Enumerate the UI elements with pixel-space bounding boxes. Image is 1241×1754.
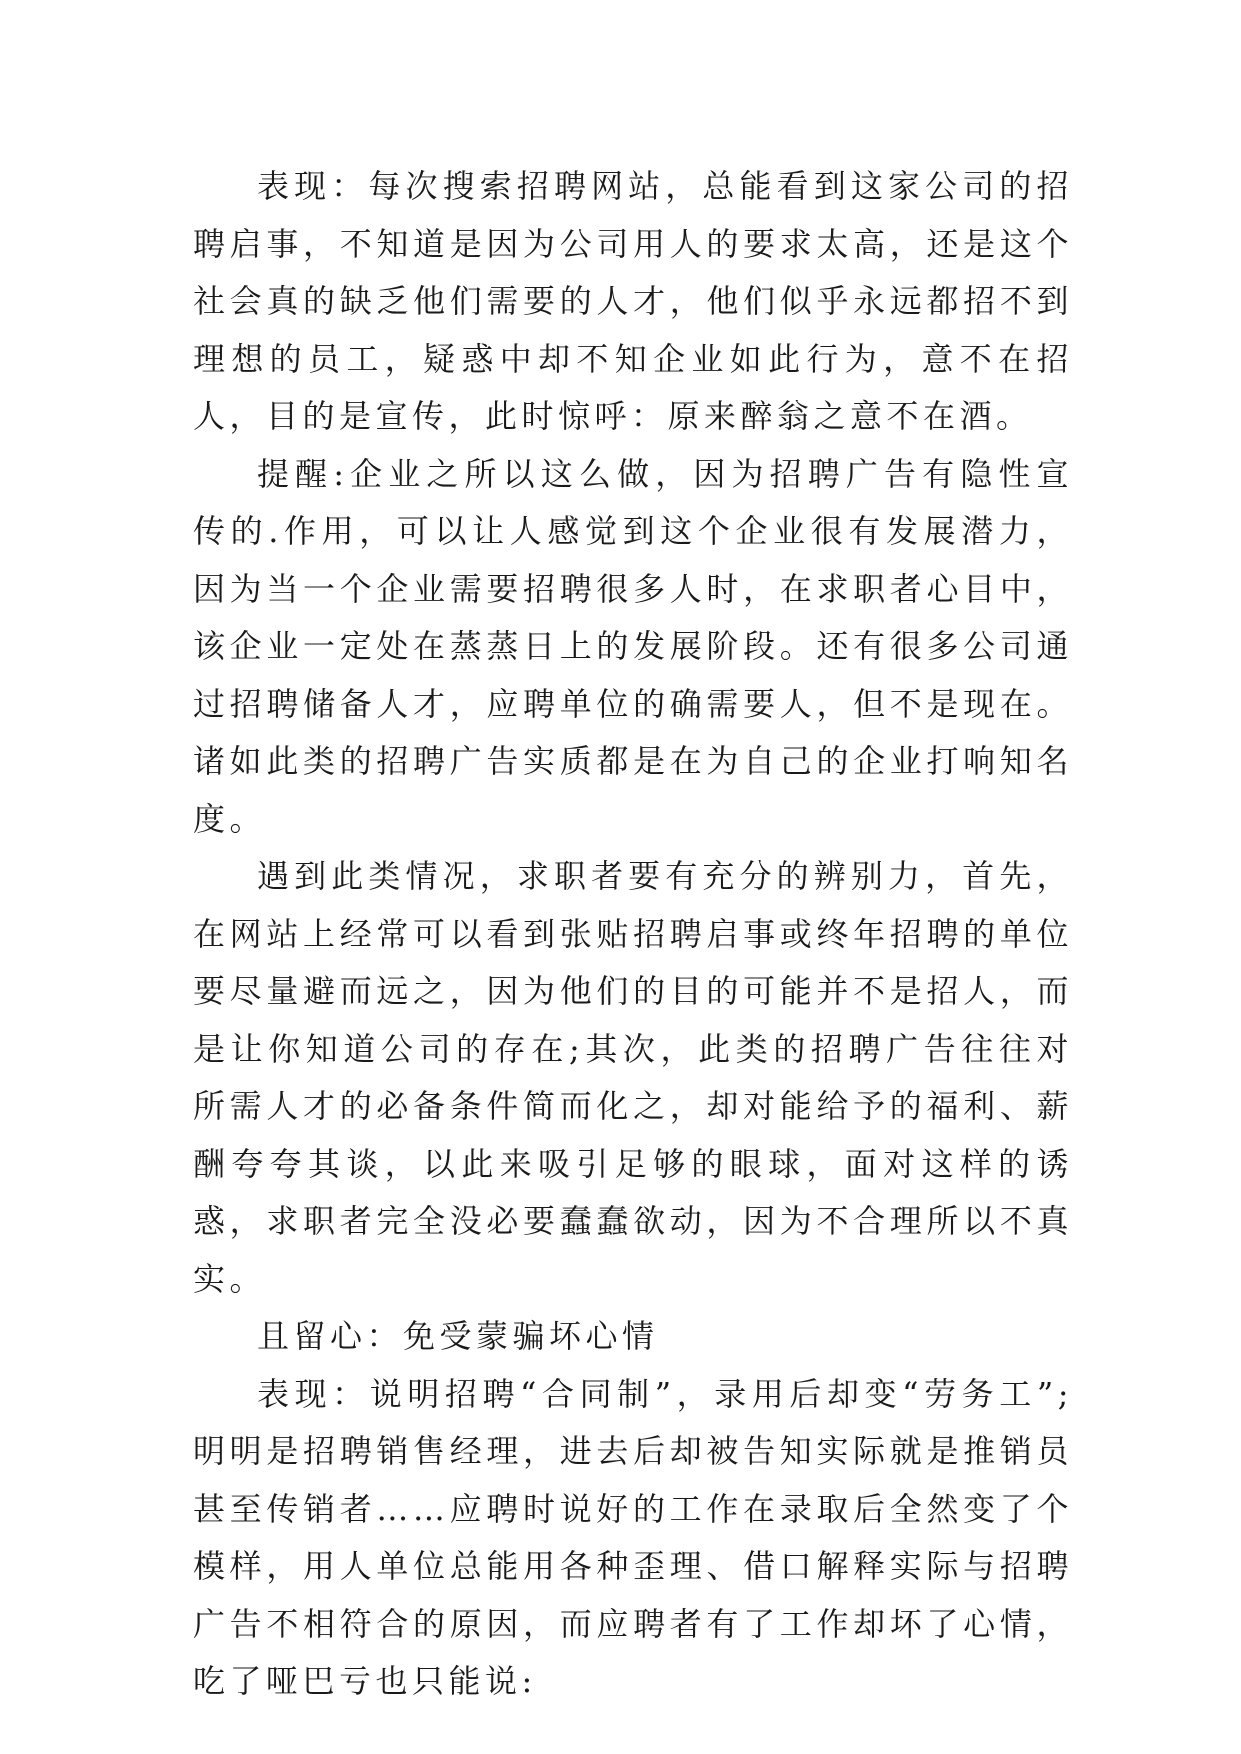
section-heading: 且留心：免受蒙骗坏心情 [257, 1317, 659, 1355]
paragraph-4: 表现：说明招聘“合同制”，录用后却变“劳务工”;明明是招聘销售经理，进去后却被告知实际就是推销员甚至传销者……应聘时说好的工作在录取后全然变了个模样，用人单位总能用各种歪理、借口解释实际与招聘广告不相符合的原因，而应聘者有了工作却坏了心情，吃了哑巴亏也只能说: [193, 1374, 1073, 1700]
document-page [193, 158, 1073, 1711]
paragraph-1: 表现：每次搜索招聘网站，总能看到这家公司的招聘启事，不知道是因为公司用人的要求太高，还是这个社会真的缺乏他们需要的人才，他们似乎永远都招不到理想的员工，疑惑中却不知企业如此行为，意不在招人，目的是宣传，此时惊呼：原来醉翁之意不在酒。 [193, 167, 1073, 435]
paragraph-3: 遇到此类情况，求职者要有充分的辨别力，首先，在网站上经常可以看到张贴招聘启事或终年招聘的单位要尽量避而远之，因为他们的目的可能并不是招人，而是让你知道公司的存在;其次，此类的招聘广告往往对所需人才的必备条件简而化之，却对能给予的福利、薪酬夸夸其谈，以此来吸引足够的眼球，面对这样的诱惑，求职者完全没必要蠢蠢欲动，因为不合理所以不真实。 [193, 857, 1073, 1298]
paragraph-2: 提醒:企业之所以这么做，因为招聘广告有隐性宣传的.作用，可以让人感觉到这个企业很有发展潜力，因为当一个企业需要招聘很多人时，在求职者心目中，该企业一定处在蒸蒸日上的发展阶段。还有很多公司通过招聘储备人才，应聘单位的确需要人，但不是现在。诸如此类的招聘广告实质都是在为自己的企业打响知名度。 [193, 454, 1073, 838]
